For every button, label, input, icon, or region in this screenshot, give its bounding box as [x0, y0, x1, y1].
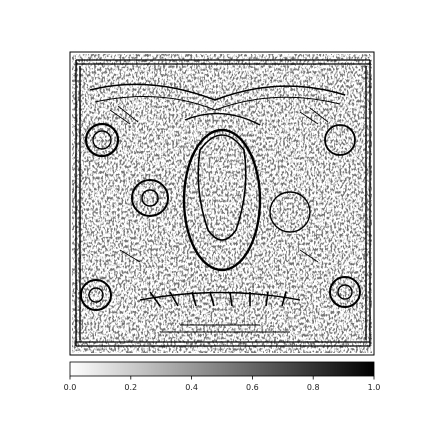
colorbar-tick-label: 0.4	[185, 383, 198, 392]
heatmap-image	[72, 54, 372, 353]
colorbar-gradient	[70, 362, 374, 376]
colorbar-tick-label: 0.0	[63, 383, 77, 392]
colorbar-tick-label: 1.0	[367, 383, 381, 392]
colorbar-tick-label: 0.2	[124, 383, 138, 392]
heatmap-axes	[70, 52, 374, 355]
colorbar-tick-label: 0.6	[246, 383, 259, 392]
colorbar-tick-label: 0.8	[306, 383, 320, 392]
colorbar-ticks	[64, 376, 381, 392]
colorbar	[64, 362, 381, 392]
edge-texture	[72, 54, 372, 353]
